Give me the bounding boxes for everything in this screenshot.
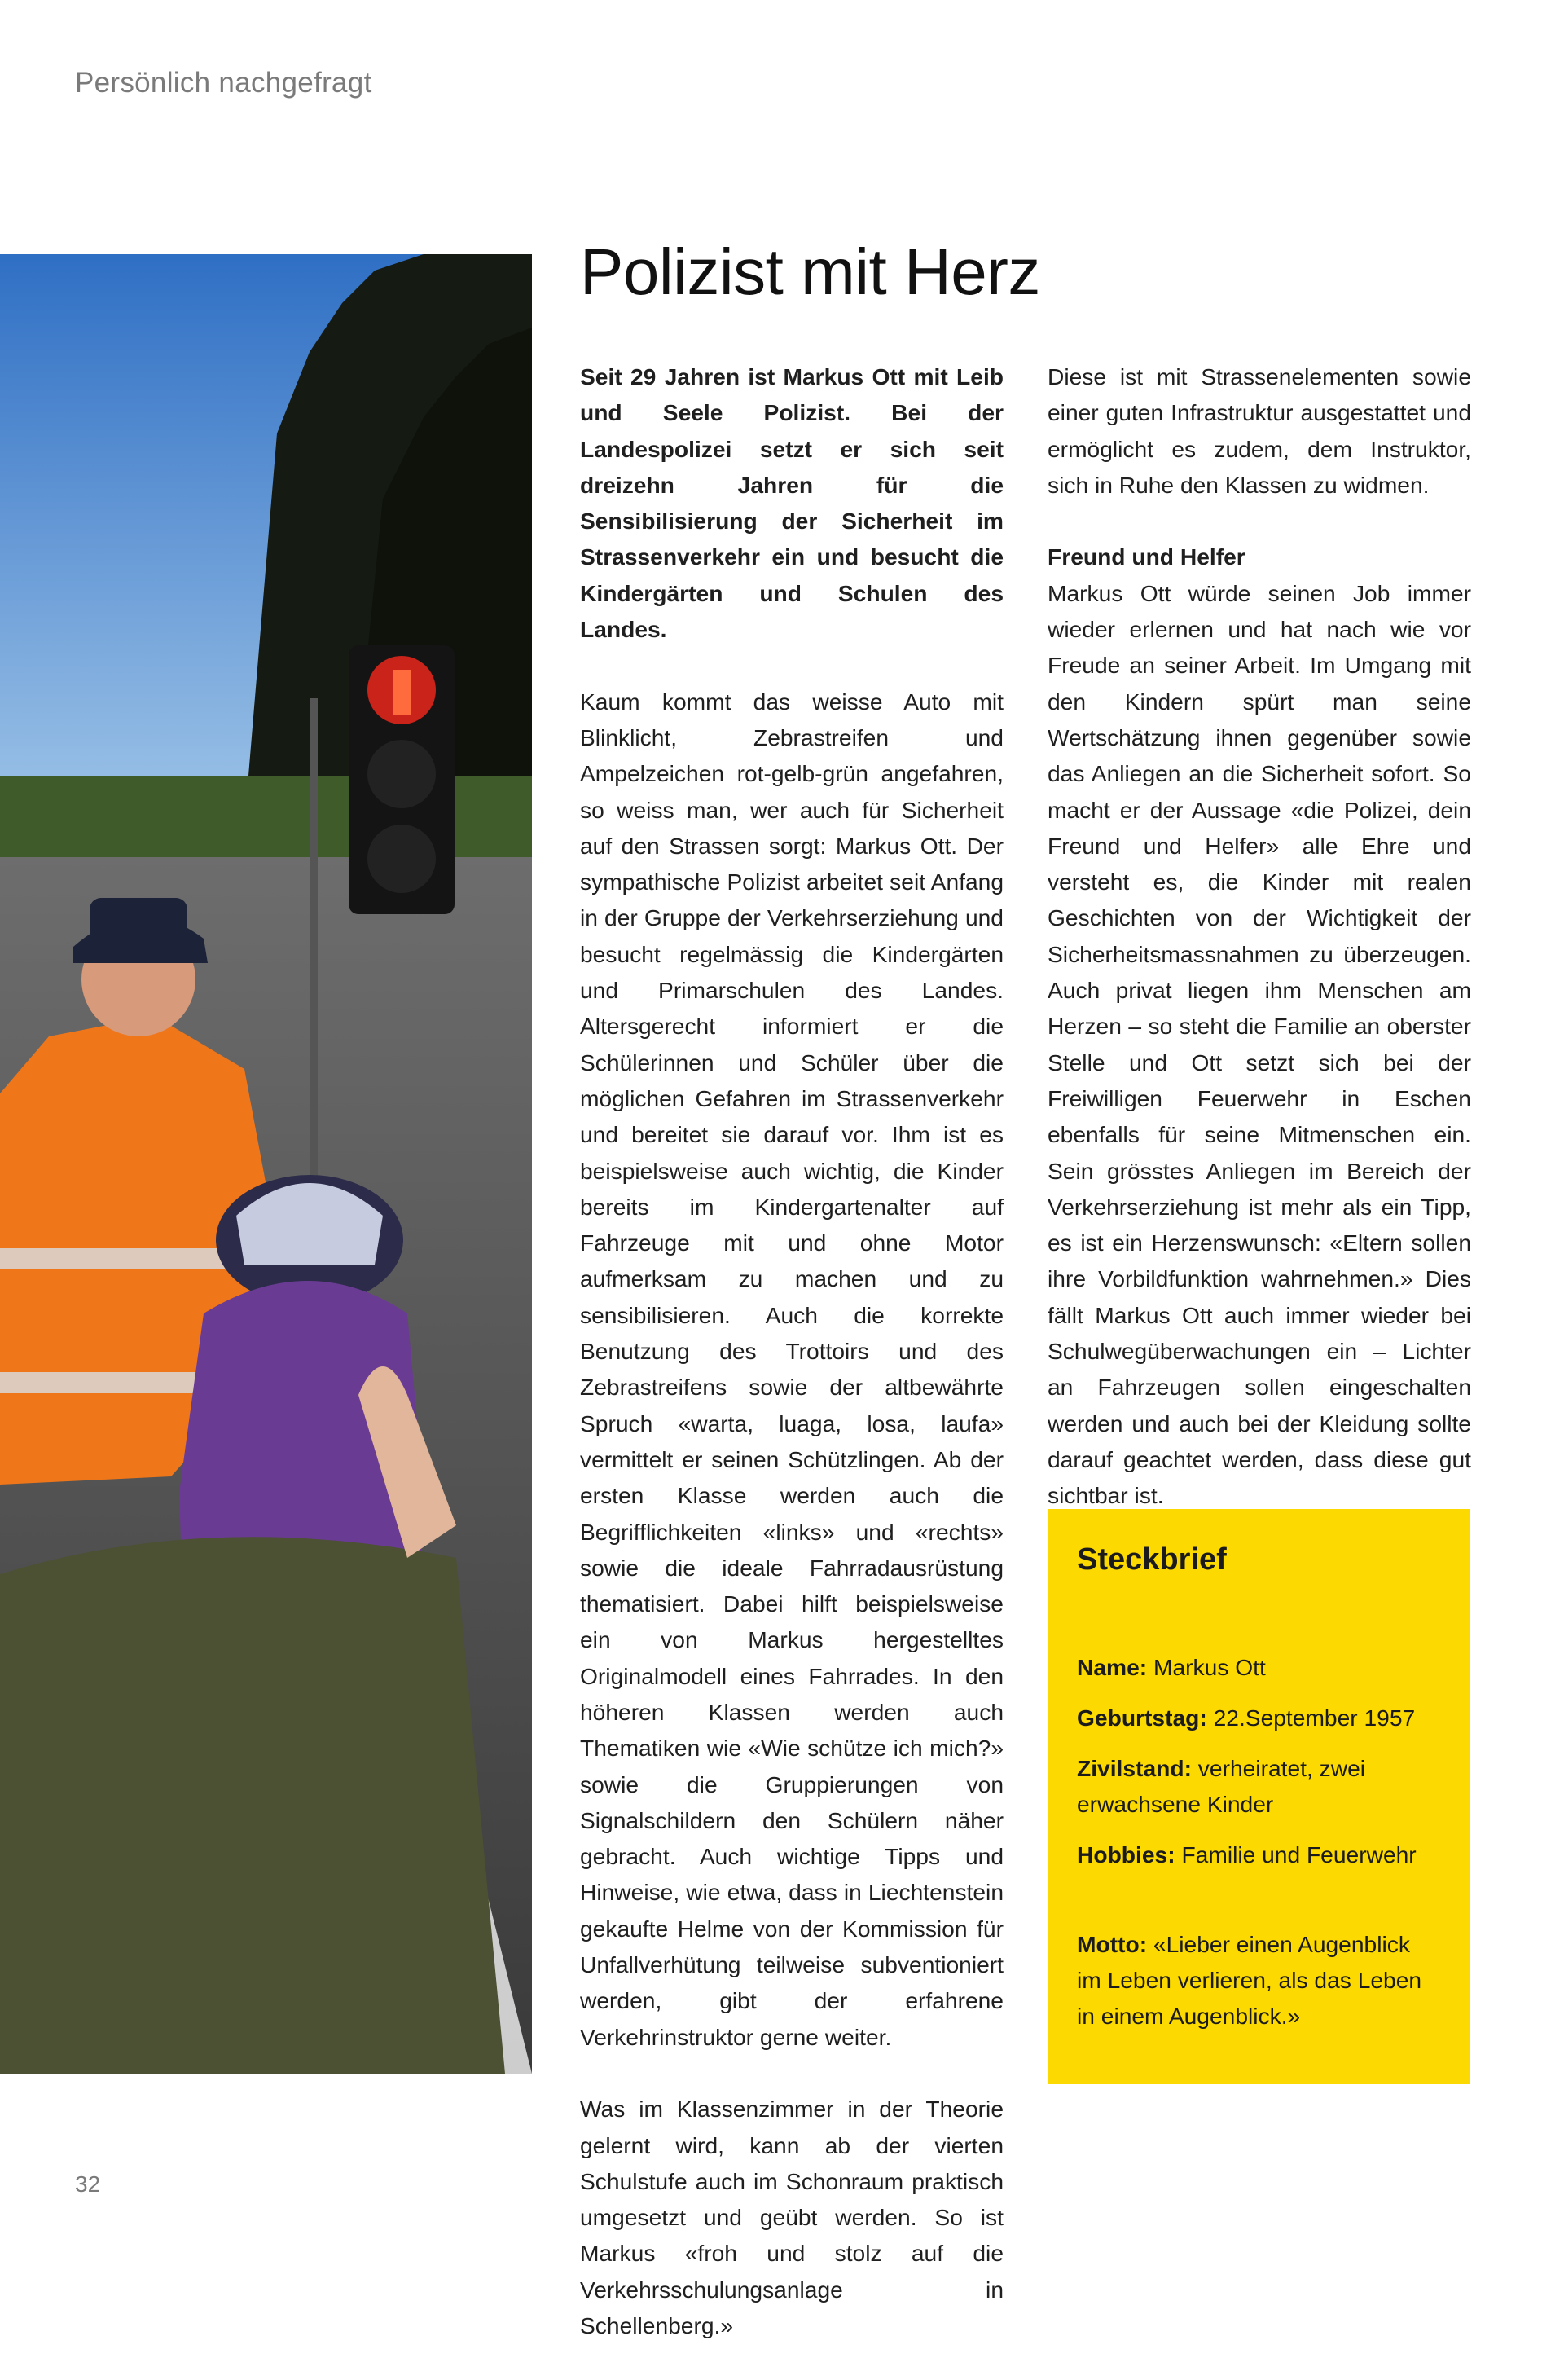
steckbrief-heading: Steckbrief bbox=[1077, 1542, 1227, 1577]
section-subheading: Freund und Helfer bbox=[1048, 543, 1245, 570]
article-photo bbox=[0, 254, 532, 2074]
body-paragraph: Was im Klassenzimmer in der Theorie gelernt wird, kann ab der vierten Schulstufe auch im Schonraum praktisch umgesetzt und geübt werden. So ist Markus «froh und stolz auf die Verkehrsschulungsanlage in Schellenberg.» bbox=[580, 2096, 1004, 2339]
lead-paragraph: Seit 29 Jahren ist Markus Ott mit Leib und Seele Polizist. Bei der Landespolizei setzt er sich seit dreizehn Jahren für die Sensibilisierung der Sicherheit im Strassenverkehr ein und besucht die Kindergärten und Schulen des Landes. bbox=[580, 363, 1004, 643]
name-value: Markus Ott bbox=[1153, 1653, 1266, 1680]
section-label: Persönlich nachgefragt bbox=[75, 67, 372, 99]
article-column-right bbox=[1048, 359, 1471, 1550]
photo-illustration bbox=[0, 254, 532, 2074]
steckbrief-civil-status bbox=[1077, 1750, 1440, 1822]
steckbrief-birthday bbox=[1077, 1700, 1440, 1736]
civil-status-value: verheiratet, zwei erwachsene Kinder bbox=[1077, 1754, 1366, 1817]
hobbies-label: Hobbies: bbox=[1077, 1841, 1175, 1867]
birthday-value: 22.September 1957 bbox=[1213, 1704, 1416, 1731]
motto-label: Motto: bbox=[1077, 1930, 1148, 1957]
article-column-left bbox=[580, 359, 1004, 2380]
birthday-label: Geburtstag: bbox=[1077, 1704, 1207, 1731]
name-label: Name: bbox=[1077, 1653, 1148, 1680]
steckbrief-motto bbox=[1077, 1926, 1440, 2034]
civil-status-label: Zivilstand: bbox=[1077, 1754, 1192, 1781]
hobbies-value: Familie und Feuerwehr bbox=[1181, 1841, 1417, 1867]
article-title: Polizist mit Herz bbox=[580, 235, 1040, 308]
body-paragraph: Markus Ott würde seinen Job immer wieder erlernen und hat nach wie vor Freude an seiner Arbeit. Im Umgang mit den Kindern spürt man seine Wertschätzung ihnen gegenüber sowie das Anliegen an die Sicherheit sofort. So macht er der Aussage «die Polizei, dein Freund und Helfer» alle Ehre und versteht es, die Kinder mit realen Geschichten von der Wichtigkeit der Sicherheitsmassnahmen zu überzeugen. Auch privat liegen ihm Menschen am Herzen – so steht die Familie an oberster Stelle und Ott setzt sich bei der Freiwilligen Feuerwehr in Eschen ebenfalls für seine Mitmenschen ein. Sein grösstes Anliegen im Bereich der Verkehrserziehung ist mehr als ein Tipp, es ist ein Herzenswunsch: «Eltern sollen ihre Vorbildfunktion wahrnehmen.» Dies fällt Markus Ott auch immer wieder bei Schulwegüberwachungen ein – Lichter an Fahrzeugen sollen eingeschalten werden und auch bei der Kleidung sollte darauf geachtet werden, dass diese gut sichtbar ist. bbox=[1048, 579, 1471, 1509]
motto-value: «Lieber einen Augenblick im Leben verlieren, als das Leben in einem Augenblick.» bbox=[1077, 1930, 1422, 2029]
steckbrief-name bbox=[1077, 1649, 1440, 1685]
body-paragraph: Kaum kommt das weisse Auto mit Blinklicht, Zebrastreifen und Ampelzeichen rot-gelb-grün angefahren, so weiss man, wer auch für Sicherheit auf den Strassen sorgt: Markus Ott. Der sympathische Polizist arbeitet seit Anfang in der Gruppe der Verkehrserziehung und besucht regelmässig die Kindergärten und Primarschulen des Landes. Altersgerecht informiert er die Schülerinnen und Schüler über die möglichen Gefahren im Strassenverkehr und bereitet sie darauf vor. Ihm ist es beispielsweise auch wichtig, die Kinder bereits im Kindergartenalter auf Fahrzeuge mit und ohne Motor aufmerksam zu machen und zu sensibilisieren. Auch die korrekte Benutzung des Trottoirs und des Zebrastreifens sowie der altbewährte Spruch «warta, luaga, losa, laufa» vermittelt er seinen Schützlingen. Ab der ersten Klasse werden auch die Begrifflichkeiten «links» und «rechts» sowie die ideale Fahrradausrüstung thematisiert. Dabei hilft beispielsweise ein von Markus hergestelltes Originalmodell eines Fahrrades. In den höheren Klassen werden auch Thematiken wie «Wie schütze ich mich?» sowie die Gruppierungen von Signalschildern den Schülern näher gebracht. Auch wichtige Tipps und Hinweise, wie etwa, dass in Liechtenstein gekaufte Helme von der Kommission für Unfallverhütung teilweise subventioniert werden, gibt der erfahrene Verkehrinstruktor gerne weiter. bbox=[580, 688, 1004, 2050]
steckbrief-hobbies bbox=[1077, 1837, 1440, 1872]
body-paragraph: Diese ist mit Strassenelementen sowie einer guten Infrastruktur ausgestattet und ermöglicht es zudem, dem Instruktor, sich in Ruhe den Klassen zu widmen. bbox=[1048, 363, 1471, 498]
page-number: 32 bbox=[75, 2171, 101, 2197]
steckbrief-box bbox=[1048, 1509, 1470, 2084]
